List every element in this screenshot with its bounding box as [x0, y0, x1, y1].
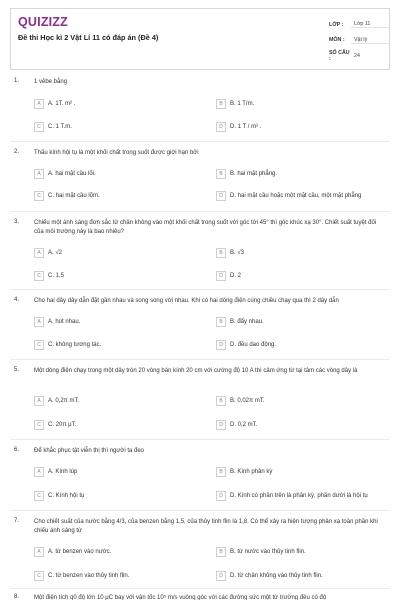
- option-b[interactable]: [216, 466, 386, 478]
- option-letter-box: D: [216, 571, 226, 581]
- question-text: Một dòng điện chạy trong một dây tròn 20 vòng bán kính 20 cm với cường độ 10 A thì cảm ứng từ tại tâm các vòng dây là: [34, 368, 358, 374]
- option-d[interactable]: [216, 419, 386, 431]
- meta-question-count: [329, 48, 389, 64]
- question-number: 1.: [14, 78, 20, 84]
- option-letter-box: C: [34, 340, 44, 350]
- option-text: A. √2: [48, 250, 62, 256]
- option-letter-box: C: [34, 571, 44, 581]
- option-text: B. từ nước vào thủy tinh flin.: [230, 549, 306, 555]
- meta-info: [329, 17, 389, 64]
- option-text: A. Kính lúp: [48, 469, 78, 475]
- option-d[interactable]: [216, 270, 386, 282]
- option-letter-box: B: [216, 396, 226, 406]
- meta-class: [329, 17, 389, 33]
- meta-label: SỐ CÂU :: [329, 49, 350, 62]
- option-text: D. 1 T / m² .: [230, 124, 262, 130]
- option-d[interactable]: [216, 339, 386, 351]
- option-d[interactable]: [216, 190, 394, 202]
- option-text: A. 0,2π mT.: [48, 398, 80, 404]
- option-c[interactable]: [34, 419, 204, 431]
- option-c[interactable]: [34, 570, 204, 582]
- option-text: B. 0,02π mT.: [230, 398, 265, 404]
- question-number: 5.: [14, 367, 20, 373]
- option-d[interactable]: [216, 570, 386, 582]
- worksheet-header: [10, 8, 390, 70]
- option-text: A. từ benzen vào nước.: [48, 549, 112, 555]
- option-letter-box: A: [34, 169, 44, 179]
- option-a[interactable]: [34, 466, 204, 478]
- option-text: D. Kính có phần trên là phân kỳ, phần dưới là hội tụ: [230, 493, 368, 499]
- option-text: A. hai mặt cầu lõi.: [48, 171, 96, 177]
- option-c[interactable]: [34, 270, 204, 282]
- question-divider: [10, 359, 390, 360]
- option-text: D. hai mặt cầu hoặc một mặt cầu, một mặt phẳng: [230, 193, 362, 199]
- meta-label: LỚP :: [329, 21, 344, 28]
- option-c[interactable]: [34, 339, 204, 351]
- option-b[interactable]: [216, 546, 386, 558]
- option-a[interactable]: [34, 247, 204, 259]
- question-divider: [10, 141, 390, 142]
- document-title: Đề thi Học kì 2 Vật Lí 11 có đáp án (Đề 4): [18, 33, 159, 42]
- meta-value: Vật lý: [351, 37, 389, 44]
- option-text: D. 2: [230, 273, 242, 279]
- option-text: B. 1 T/m.: [230, 101, 255, 107]
- option-letter-box: B: [216, 248, 226, 258]
- question-number: 8.: [14, 594, 20, 600]
- option-text: B. đẩy nhau.: [230, 319, 264, 325]
- option-text: C. không tương tác.: [48, 342, 102, 348]
- question-text: Cho chiết suất của nước bằng 4/3, của benzen bằng 1,5, của thủy tinh flin là 1,8. Có thể xảy ra hiện tượng phản xạ toàn phần khi chiếu ánh sáng từ: [34, 519, 378, 534]
- option-letter-box: C: [34, 271, 44, 281]
- option-c[interactable]: [34, 121, 204, 133]
- option-text: B. √3: [230, 250, 244, 256]
- question-divider: [10, 588, 390, 589]
- option-text: D. từ chân không vào thủy tinh flin.: [230, 573, 323, 579]
- question-text: Một điện tích q0 độ lớn 10 μC bay với vận tốc 10⁵ m/s vuông góc với các đường sức một từ trường đều có độ: [34, 595, 327, 600]
- meta-label: MÔN :: [329, 37, 345, 44]
- option-a[interactable]: [34, 98, 204, 110]
- option-text: C. từ benzen vào thủy tinh flin.: [48, 573, 130, 579]
- option-d[interactable]: [216, 490, 394, 502]
- option-text: C. Kính hội tụ: [48, 493, 85, 499]
- meta-value: Lớp 11: [351, 21, 389, 28]
- option-text: C. 20π μT.: [48, 422, 77, 428]
- option-d[interactable]: [216, 121, 386, 133]
- question-number: 2.: [14, 149, 20, 155]
- option-letter-box: B: [216, 169, 226, 179]
- question-divider: [10, 211, 390, 212]
- option-a[interactable]: [34, 168, 204, 180]
- option-b[interactable]: [216, 316, 386, 328]
- question-text: Thấu kính hội tụ là một khối chất trong suốt được giới hạn bởi: [34, 150, 199, 156]
- question-text: Chiếu một ánh sáng đơn sắc từ chân không vào một khối chất trong suốt với góc tới 45° thì góc khúc xạ 30°. Chiết suất tuyệt đối của môi trường này là bao nhiêu?: [34, 220, 377, 235]
- option-text: C. hai mặt cầu lõm.: [48, 193, 100, 199]
- option-a[interactable]: [34, 316, 204, 328]
- option-text: C. 1 T.m.: [48, 124, 72, 130]
- question-text: 1 vêbe bằng: [34, 79, 68, 85]
- option-letter-box: A: [34, 248, 44, 258]
- question-text: Cho hai dây dây dẫn đặt gần nhau và song song với nhau. Khi có hai dòng điện cùng chiều chạy qua thì 2 dây dẫn: [34, 298, 339, 304]
- option-letter-box: C: [34, 420, 44, 430]
- option-letter-box: C: [34, 122, 44, 132]
- option-letter-box: D: [216, 340, 226, 350]
- question-text: Để khắc phục tật viễn thị thì người ta đeo: [34, 448, 145, 454]
- option-letter-box: C: [34, 491, 44, 501]
- meta-value: 24: [354, 52, 360, 59]
- option-letter-box: B: [216, 547, 226, 557]
- option-b[interactable]: [216, 98, 386, 110]
- option-letter-box: B: [216, 317, 226, 327]
- option-letter-box: B: [216, 467, 226, 477]
- option-b[interactable]: [216, 247, 386, 259]
- option-text: D. đều dao động.: [230, 342, 277, 348]
- question-number: 6.: [14, 447, 20, 453]
- option-letter-box: A: [34, 396, 44, 406]
- option-letter-box: D: [216, 122, 226, 132]
- question-divider: [10, 439, 390, 440]
- option-letter-box: D: [216, 271, 226, 281]
- option-letter-box: D: [216, 420, 226, 430]
- option-c[interactable]: [34, 490, 204, 502]
- question-number: 3.: [14, 219, 20, 225]
- question-divider: [10, 289, 390, 290]
- question-number: 7.: [14, 518, 20, 524]
- option-b[interactable]: [216, 168, 386, 180]
- quizizz-logo: QUIZIZZ: [18, 15, 69, 29]
- option-text: A. hút nhau.: [48, 319, 81, 325]
- option-text: A. 1T. m² .: [48, 101, 76, 107]
- option-text: D. 0,2 mT.: [230, 422, 258, 428]
- option-letter-box: D: [216, 191, 226, 201]
- option-letter-box: A: [34, 467, 44, 477]
- option-letter-box: A: [34, 547, 44, 557]
- option-text: C. 1,5: [48, 273, 65, 279]
- question-divider: [10, 510, 390, 511]
- option-letter-box: A: [34, 317, 44, 327]
- meta-subject: [329, 33, 389, 49]
- option-a[interactable]: [34, 395, 204, 407]
- option-letter-box: C: [34, 191, 44, 201]
- option-text: B. hai mặt phẳng.: [230, 171, 278, 177]
- option-b[interactable]: [216, 395, 386, 407]
- option-letter-box: D: [216, 491, 226, 501]
- option-c[interactable]: [34, 190, 204, 202]
- option-text: B. Kính phân kỳ: [230, 469, 273, 475]
- option-letter-box: B: [216, 99, 226, 109]
- option-letter-box: A: [34, 99, 44, 109]
- option-a[interactable]: [34, 546, 204, 558]
- question-number: 4.: [14, 297, 20, 303]
